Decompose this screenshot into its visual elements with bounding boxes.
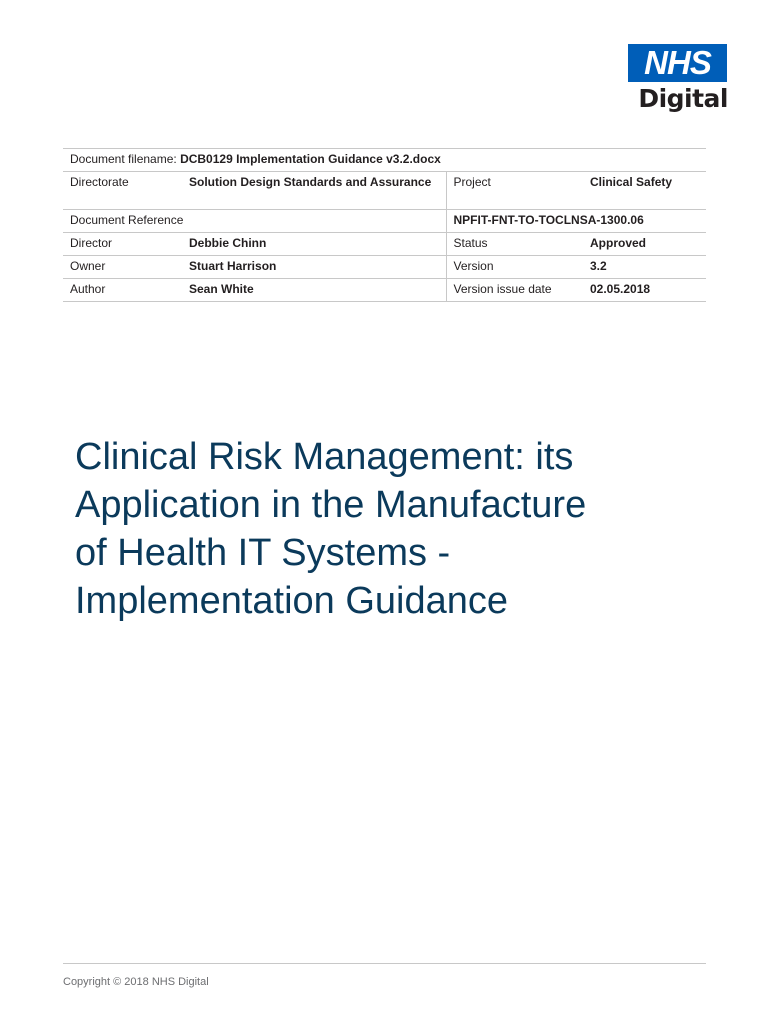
reference-label: Document Reference bbox=[63, 210, 446, 233]
title-line: Application in the Manufacture bbox=[75, 484, 587, 526]
table-row bbox=[63, 233, 706, 256]
status-label: Status bbox=[446, 233, 583, 256]
issue-date-value: 02.05.2018 bbox=[583, 279, 706, 302]
project-label: Project bbox=[446, 172, 583, 210]
table-row bbox=[63, 210, 706, 233]
author-label: Author bbox=[63, 279, 182, 302]
table-row bbox=[63, 256, 706, 279]
filename-label: Document filename: bbox=[70, 152, 177, 166]
document-metadata-table bbox=[63, 148, 706, 302]
filename-value: DCB0129 Implementation Guidance v3.2.docx bbox=[180, 152, 441, 166]
reference-value: NPFIT-FNT-TO-TOCLNSA-1300.06 bbox=[446, 210, 706, 233]
author-value: Sean White bbox=[182, 279, 446, 302]
nhs-digital-logo bbox=[628, 44, 728, 113]
nhs-logo-box: NHS bbox=[628, 44, 727, 82]
title-line: Implementation Guidance bbox=[75, 580, 509, 622]
owner-label: Owner bbox=[63, 256, 182, 279]
status-value: Approved bbox=[583, 233, 706, 256]
document-title bbox=[75, 433, 715, 625]
footer-divider bbox=[63, 963, 706, 964]
table-row bbox=[63, 172, 706, 210]
version-value: 3.2 bbox=[583, 256, 706, 279]
title-line: of Health IT Systems - bbox=[75, 532, 451, 574]
issue-date-label: Version issue date bbox=[446, 279, 583, 302]
project-value: Clinical Safety bbox=[583, 172, 706, 210]
director-value: Debbie Chinn bbox=[182, 233, 446, 256]
title-line: Clinical Risk Management: its bbox=[75, 436, 574, 478]
owner-value: Stuart Harrison bbox=[182, 256, 446, 279]
table-row bbox=[63, 279, 706, 302]
directorate-label: Directorate bbox=[63, 172, 182, 210]
version-label: Version bbox=[446, 256, 583, 279]
director-label: Director bbox=[63, 233, 182, 256]
table-row bbox=[63, 149, 706, 172]
logo-digital-text: Digital bbox=[638, 84, 728, 113]
copyright-text: Copyright © 2018 NHS Digital bbox=[63, 976, 209, 988]
filename-cell bbox=[63, 149, 706, 172]
directorate-value: Solution Design Standards and Assurance bbox=[182, 172, 446, 210]
